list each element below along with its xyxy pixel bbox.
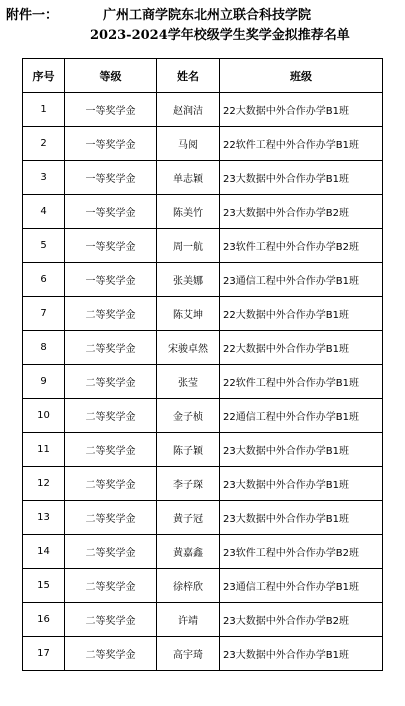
class-name: 23大数据中外合作办学B1班 (220, 501, 383, 535)
class-name: 23大数据中外合作办学B1班 (220, 467, 383, 501)
student-name: 李子琛 (157, 467, 220, 501)
scholarship-level: 一等奖学金 (65, 229, 157, 263)
class-name: 23软件工程中外合作办学B2班 (220, 535, 383, 569)
student-name: 单志颖 (157, 161, 220, 195)
row-index: 13 (23, 501, 65, 535)
col-header-index: 序号 (23, 59, 65, 93)
scholarship-level: 二等奖学金 (65, 535, 157, 569)
table-row (23, 467, 383, 501)
row-index: 2 (23, 127, 65, 161)
student-name: 张美娜 (157, 263, 220, 297)
row-index: 16 (23, 603, 65, 637)
scholarship-level: 一等奖学金 (65, 161, 157, 195)
table-row (23, 501, 383, 535)
table-row (23, 263, 383, 297)
student-name: 黄嘉鑫 (157, 535, 220, 569)
class-name: 23大数据中外合作办学B2班 (220, 195, 383, 229)
class-name: 23大数据中外合作办学B1班 (220, 433, 383, 467)
table-row (23, 603, 383, 637)
student-name: 高宇琦 (157, 637, 220, 671)
row-index: 7 (23, 297, 65, 331)
class-name: 22软件工程中外合作办学B1班 (220, 365, 383, 399)
scholarship-level: 二等奖学金 (65, 297, 157, 331)
student-name: 马阅 (157, 127, 220, 161)
student-name: 陈子颖 (157, 433, 220, 467)
row-index: 12 (23, 467, 65, 501)
table-row (23, 399, 383, 433)
class-name: 23大数据中外合作办学B2班 (220, 603, 383, 637)
table-row (23, 331, 383, 365)
scholarship-level: 一等奖学金 (65, 93, 157, 127)
scholarship-level: 一等奖学金 (65, 127, 157, 161)
student-name: 周一航 (157, 229, 220, 263)
row-index: 15 (23, 569, 65, 603)
scholarship-level: 二等奖学金 (65, 501, 157, 535)
class-name: 23通信工程中外合作办学B1班 (220, 569, 383, 603)
table-row (23, 297, 383, 331)
table-row (23, 93, 383, 127)
row-index: 11 (23, 433, 65, 467)
scholarship-level: 二等奖学金 (65, 399, 157, 433)
scholarship-level: 二等奖学金 (65, 331, 157, 365)
student-name: 徐梓欣 (157, 569, 220, 603)
table-row (23, 195, 383, 229)
annex-label: 附件一： (6, 8, 59, 23)
student-name: 张莹 (157, 365, 220, 399)
row-index: 1 (23, 93, 65, 127)
header-line-1 (0, 4, 405, 24)
table-row (23, 433, 383, 467)
table-row (23, 161, 383, 195)
scholarship-level: 二等奖学金 (65, 603, 157, 637)
class-name: 23大数据中外合作办学B1班 (220, 161, 383, 195)
class-name: 22大数据中外合作办学B1班 (220, 331, 383, 365)
student-name: 黄子冠 (157, 501, 220, 535)
scholarship-level: 二等奖学金 (65, 637, 157, 671)
scholarship-level: 二等奖学金 (65, 365, 157, 399)
student-name: 许靖 (157, 603, 220, 637)
scholarship-level: 一等奖学金 (65, 195, 157, 229)
class-name: 22大数据中外合作办学B1班 (220, 93, 383, 127)
student-name: 陈美竹 (157, 195, 220, 229)
scholarship-level: 一等奖学金 (65, 263, 157, 297)
scholarship-level: 二等奖学金 (65, 569, 157, 603)
class-name: 23软件工程中外合作办学B2班 (220, 229, 383, 263)
col-header-level: 等级 (65, 59, 157, 93)
class-name: 23通信工程中外合作办学B1班 (220, 263, 383, 297)
scholarship-table (22, 58, 383, 671)
document-subtitle: 2023-2024学年校级学生奖学金拟推荐名单 (90, 28, 350, 43)
scholarship-level: 二等奖学金 (65, 467, 157, 501)
school-name: 广州工商学院东北州立联合科技学院 (103, 8, 312, 23)
scholarship-level: 二等奖学金 (65, 433, 157, 467)
row-index: 4 (23, 195, 65, 229)
table-row (23, 229, 383, 263)
table-row (23, 127, 383, 161)
table-row (23, 569, 383, 603)
row-index: 5 (23, 229, 65, 263)
student-name: 陈艾坤 (157, 297, 220, 331)
document-header (0, 0, 405, 56)
class-name: 22大数据中外合作办学B1班 (220, 297, 383, 331)
table-row (23, 637, 383, 671)
row-index: 9 (23, 365, 65, 399)
col-header-class: 班级 (220, 59, 383, 93)
table-row (23, 535, 383, 569)
class-name: 22通信工程中外合作办学B1班 (220, 399, 383, 433)
table-row (23, 365, 383, 399)
student-name: 金子桢 (157, 399, 220, 433)
class-name: 23大数据中外合作办学B1班 (220, 637, 383, 671)
row-index: 14 (23, 535, 65, 569)
student-name: 宋骏卓然 (157, 331, 220, 365)
table-header-row (23, 59, 383, 93)
row-index: 10 (23, 399, 65, 433)
row-index: 6 (23, 263, 65, 297)
class-name: 22软件工程中外合作办学B1班 (220, 127, 383, 161)
student-name: 赵润洁 (157, 93, 220, 127)
row-index: 17 (23, 637, 65, 671)
row-index: 3 (23, 161, 65, 195)
col-header-name: 姓名 (157, 59, 220, 93)
row-index: 8 (23, 331, 65, 365)
